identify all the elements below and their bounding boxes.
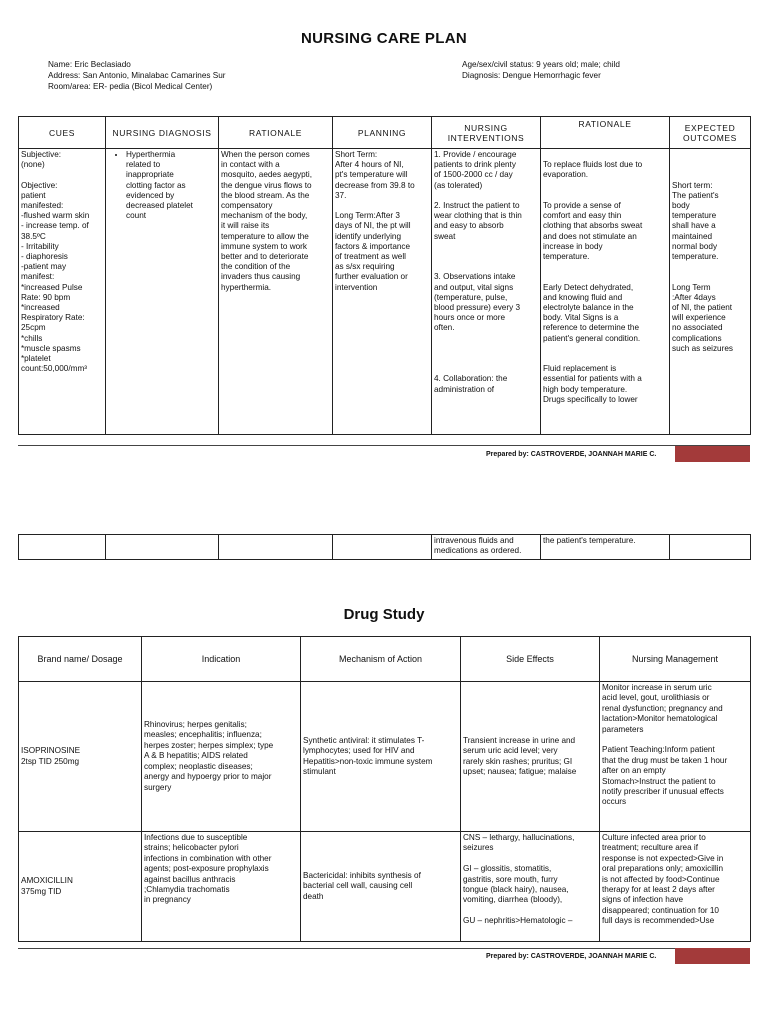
- drug-indication-cell: Rhinovirus; herpes genitalis; measles; encephalitis; influenza; herpes zoster; herpes simplex; type A & B hepatitis; AIDS related complex; neoplastic diseases; anergy and hypoergy prior to major surgery: [142, 682, 301, 832]
- cont-rationale-cell: [219, 535, 333, 560]
- patient-name: Name: Eric Beclasiado: [48, 60, 131, 69]
- drug-row: [19, 682, 751, 832]
- header-indication: Indication: [142, 637, 301, 682]
- header-nursing-management: Nursing Management: [600, 637, 751, 682]
- care-plan-table: [18, 116, 751, 435]
- drug-study-table: [18, 636, 751, 942]
- cont-cues-cell: [19, 535, 106, 560]
- header-nursing-interventions: NURSING INTERVENTIONS: [432, 117, 541, 149]
- header-planning: PLANNING: [333, 117, 432, 149]
- drug-row: [19, 832, 751, 942]
- header-expected-outcomes: EXPECTED OUTCOMES: [670, 117, 751, 149]
- rationale-2-cell: To replace fluids lost due to evaporation. To provide a sense of comfort and easy thin clothing that absorbs sweat and does not stimulate an increase in body temperature. Early Detect dehydrated, and knowing fluid and electrolyte balance in the body. Vital Signs is a reference to determine the patient's general condition. Fluid replacement is essential for patients with a high body temperature. Drugs specifically to lower: [541, 149, 670, 435]
- patient-diagnosis: Diagnosis: Dengue Hemorrhagic fever: [462, 71, 601, 80]
- patient-age-status: Age/sex/civil status: 9 years old; male; child: [462, 60, 620, 69]
- rationale-cell: When the person comes in contact with a mosquito, aedes aegypti, the dengue virus flows to the blood stream. As the compensatory mechanism of the body, it will raise its temperature to allow the immune system to work better and to deteriorate the condition of the invaders thus causing hyperthermia.: [219, 149, 333, 435]
- header-rationale-2: RATIONALE: [541, 117, 670, 149]
- diagnosis-cell: [106, 149, 219, 435]
- drug-mechanism-cell: Synthetic antiviral: it stimulates T- lymphocytes; used for HIV and Hepatitis>non-toxic immune system stimulant: [301, 682, 461, 832]
- outcomes-cell: Short term: The patient's body temperature shall have a maintained normal body temperature. Long Term :After 4days of NI, the patient will experience no associated complications such as seizures: [670, 149, 751, 435]
- page1-prepared-by: Prepared by: CASTROVERDE, JOANNAH MARIE C.: [486, 451, 657, 458]
- header-brand-dosage: Brand name/ Dosage: [19, 637, 142, 682]
- patient-room: Room/area: ER- pedia (Bicol Medical Center): [48, 82, 213, 91]
- care-plan-continuation-table: [18, 534, 751, 560]
- header-cues: CUES: [19, 117, 106, 149]
- drug-management-cell: Culture infected area prior to treatment; reculture area if response is not expected>Give in oral preparations only; amoxicillin is not affected by food>Continue therapy for at least 2 days after signs of infection have disappeared; continuation for 10 full days is recommended>Use: [600, 832, 751, 942]
- header-rationale: RATIONALE: [219, 117, 333, 149]
- cont-planning-cell: [333, 535, 432, 560]
- drug-brand-cell: AMOXICILLIN 375mg TID: [19, 832, 142, 942]
- planning-cell: Short Term: After 4 hours of NI, pt's temperature will decrease from 39.8 to 37. Long Term:After 3 days of NI, the pt will identify underlying factors & importance of treatment as well as s/sx requiring further evaluation or intervention: [333, 149, 432, 435]
- drug-study-title: Drug Study: [343, 606, 425, 623]
- cont-rationale-2-cell: the patient's temperature.: [541, 535, 670, 560]
- drug-brand-cell: ISOPRINOSINE 2tsp TID 250mg: [19, 682, 142, 832]
- cues-cell: Subjective: (none) Objective: patient manifested: -flushed warm skin - increase temp. of 38.5ºC - Irritability - diaphoresis -patient may manifest: *increased Pulse Rate: 90 bpm *increased Respiratory Rate: 25cpm *chills *muscle spasms *platelet count:50,000/mm³: [19, 149, 106, 435]
- page2-footer-line: [18, 948, 750, 949]
- page1-footer-line: [18, 445, 750, 446]
- drug-side-effects-cell: CNS – lethargy, hallucinations, seizures GI – glossitis, stomatitis, gastritis, sore mouth, furry tongue (black hairy), nausea, vomiting, diarrhea (bloody), GU – nephritis>Hematologic –: [461, 832, 600, 942]
- drug-management-cell: Monitor increase in serum uric acid level, gout, urolithiasis or renal dysfunction; pregnancy and lactation>Monitor hematological parameters Patient Teaching:Inform patient that the drug must be taken 1 hour after on an empty Stomach>Instruct the patient to notify prescriber if unusual effects occurs: [600, 682, 751, 832]
- header-nursing-diagnosis: NURSING DIAGNOSIS: [106, 117, 219, 149]
- drug-indication-cell: Infections due to susceptible strains; helicobacter pylori infections in combination with other agents; post-exposure prophylaxis against bacillus anthracis ;Chlamydia trachomatis in pregnancy: [142, 832, 301, 942]
- page2-prepared-by: Prepared by: CASTROVERDE, JOANNAH MARIE C.: [486, 953, 657, 960]
- page1-footer-box: [675, 446, 750, 462]
- ncp-title: NURSING CARE PLAN: [301, 30, 467, 47]
- interventions-cell: 1. Provide / encourage patients to drink plenty of 1500-2000 cc / day (as tolerated) 2. Instruct the patient to wear clothing that is thin and easy to absorb sweat 3. Observations intake and output, vital signs (temperature, pulse, blood pressure) every 3 hours once or more often. 4. Collaboration: the administration of: [432, 149, 541, 435]
- drug-side-effects-cell: Transient increase in urine and serum uric acid level; very rarely skin rashes; pruritus; GI upset; nausea; fatigue; malaise: [461, 682, 600, 832]
- cont-diagnosis-cell: [106, 535, 219, 560]
- cont-interventions-cell: intravenous fluids and medications as ordered.: [432, 535, 541, 560]
- header-side-effects: Side Effects: [461, 637, 600, 682]
- patient-address: Address: San Antonio, Minalabac Camarines Sur: [48, 71, 226, 80]
- diagnosis-text: • Hyperthermia related to inappropriate clotting factor as evidenced by decreased platelet count: [126, 150, 216, 221]
- cont-outcomes-cell: [670, 535, 751, 560]
- page2-footer-box: [675, 948, 750, 964]
- drug-mechanism-cell: Bactericidal: inhibits synthesis of bacterial cell wall, causing cell death: [301, 832, 461, 942]
- header-mechanism: Mechanism of Action: [301, 637, 461, 682]
